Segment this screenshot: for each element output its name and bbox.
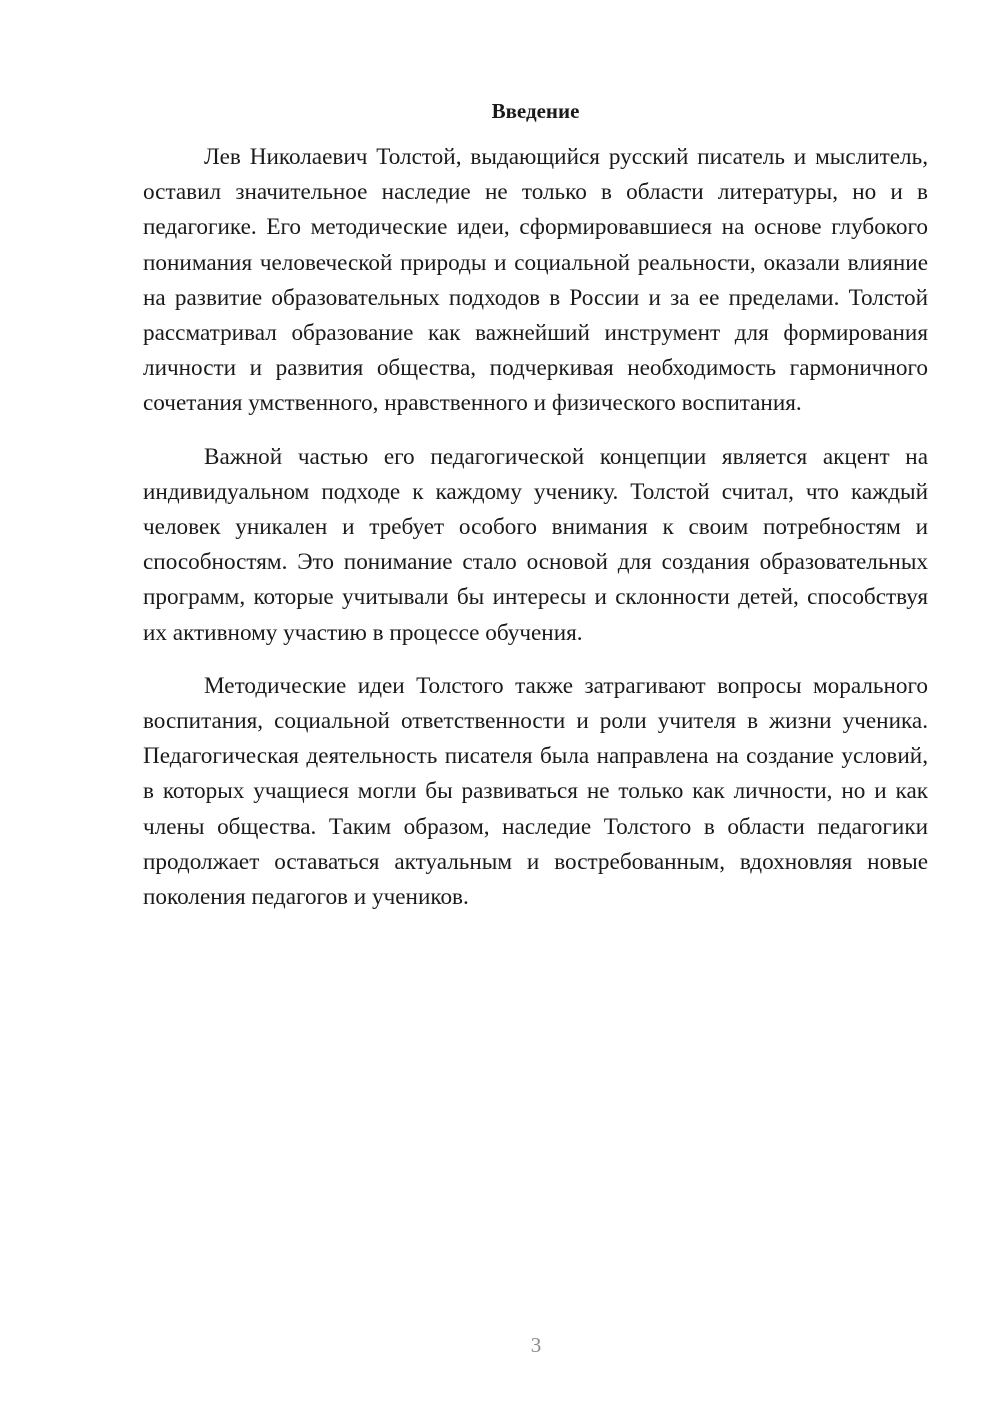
paragraph-moral-education: Методические идеи Толстого также затрагивают вопросы морального воспитания, социальной ответственности и роли учителя в жизни ученика. Педагогическая деятельность писателя была направлена на создание условий, в которых учащиеся могли бы развиваться не только как личности, но и как члены общества. Таким образом, наследие Толстого в области педагогики продолжает оставаться актуальным и востребованным, вдохновляя новые поколения педагогов и учеников. — [143, 672, 928, 911]
paragraph-individual-approach: Важной частью его педагогической концепции является акцент на индивидуальном подходе к каждому ученику. Толстой считал, что каждый человек уникален и требует особого внимания к своим потребностям и способностям. Это понимание стало основой для создания образовательных программ, которые учитывали бы интересы и склонности детей, способствуя их активному участию в процессе обучения. — [143, 443, 928, 646]
paragraph-intro: Лев Николаевич Толстой, выдающийся русский писатель и мыслитель, оставил значительное наследие не только в области литературы, но и в педагогике. Его методические идеи, сформировавшиеся на основе глубокого понимания человеческой природы и социальной реальности, оказали влияние на развитие образовательных подходов в России и за ее пределами. Толстой рассматривал образование как важнейший инструмент для формирования личности и развития общества, подчеркивая необходимость гармоничного сочетания умственного, нравственного и физического воспитания. — [143, 144, 928, 417]
page-number: 3 — [530, 1333, 542, 1357]
page-content — [143, 96, 928, 915]
section-title: Введение — [491, 99, 580, 123]
